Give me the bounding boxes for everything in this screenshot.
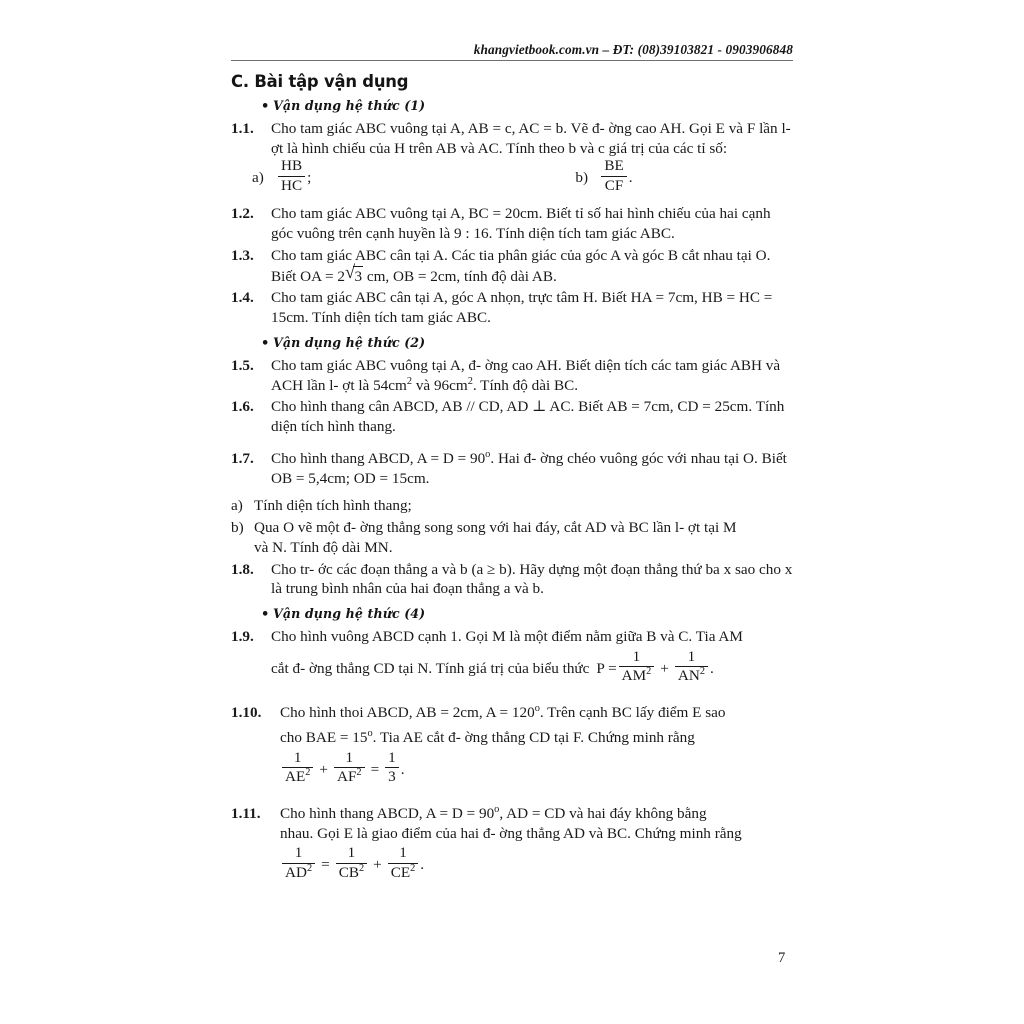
header-rule [231, 60, 793, 61]
subsection-label-2: Vận dụng hệ thức (2) [273, 334, 426, 350]
operator-equals: = [370, 761, 380, 779]
bullet-icon: • [261, 607, 270, 623]
formula-lhs: P = [596, 659, 617, 677]
option-a-punct: ; [307, 169, 312, 187]
exponent: 2 [306, 862, 313, 874]
subsection-heading-1 [261, 98, 793, 114]
operator-equals: = [321, 856, 330, 874]
problem-line: nhau. Gọi E là giao điểm của hai đ- ờng thẳng AD và BC. Chứng minh rằng [280, 824, 742, 842]
degree-exponent: o [367, 728, 373, 740]
fraction-denominator [282, 864, 315, 881]
denominator-base: CB [338, 863, 359, 881]
fraction-1-over-ad2 [282, 845, 315, 881]
fraction-numerator: BE [601, 158, 626, 176]
option-b-label: b) [575, 169, 588, 187]
denominator-base: AD [285, 863, 307, 881]
fraction-1-over-cb2 [336, 845, 367, 881]
problem-number: 1.7. [231, 449, 254, 467]
fraction-1-over-af2 [334, 750, 365, 786]
problem-number: 1.5. [231, 356, 254, 374]
fraction-numerator: 1 [388, 845, 419, 863]
bullet-icon: • [261, 335, 270, 351]
denominator-base: AM [621, 666, 647, 684]
problem-1-7-part-a [231, 496, 793, 516]
problem-1-10 [231, 703, 793, 788]
exponent: 2 [358, 862, 365, 874]
formula-punct: . [400, 761, 405, 779]
problem-body [271, 246, 793, 287]
problem-line: Cho tam giác ABC vuông tại A, đ- ờng cao AH. Biết diện tích các tam giác [271, 356, 727, 374]
spacer [231, 439, 793, 449]
problem-number: 1.2. [231, 205, 254, 223]
problem-line: cạnh góc vuông trên cạnh huyền là 9 : 16. Tính diện tích tam giác ABC. [271, 205, 771, 243]
subsection-heading-2 [261, 335, 793, 351]
problem-1-6 [231, 397, 793, 437]
exponent: 2 [406, 375, 413, 387]
problem-text: . Tia AE cắt đ- ờng thẳng CD tại F. Chứng minh rằng [372, 729, 695, 747]
problem-body [280, 804, 793, 883]
problem-1-3 [231, 246, 793, 287]
problem-1-11 [231, 804, 793, 883]
square-root-expression [344, 262, 363, 287]
exponent: 2 [305, 767, 311, 779]
problem-1-9 [231, 627, 793, 687]
exponent: 2 [410, 862, 416, 874]
problem-number: 1.10. [231, 703, 262, 721]
problem-line [280, 728, 793, 748]
exponent: 2 [467, 375, 473, 387]
fraction-numerator: HB [278, 158, 305, 176]
subsection-label-4: Vận dụng hệ thức (4) [273, 606, 426, 622]
problem-line: Cho tr- ớc các đoạn thẳng a và b (a ≥ b). Hãy dựng một đoạn thẳng thứ ba x [271, 560, 732, 578]
problem-number: 1.1. [231, 120, 254, 137]
exponent: 2 [356, 767, 362, 779]
problem-1-7 [231, 449, 793, 489]
fraction-denominator [388, 864, 419, 881]
problem-text: . Tính độ dài BC. [472, 376, 579, 394]
problem-text: , AD = CD và hai đáy không bằng [499, 804, 707, 822]
degree-exponent: o [494, 803, 500, 815]
problem-body [271, 356, 793, 396]
exponent: 2 [646, 665, 652, 677]
page-number: 7 [778, 950, 786, 966]
formula-row [280, 748, 793, 788]
fraction-numerator: 1 [334, 750, 365, 768]
degree-exponent: o [485, 448, 491, 460]
fraction-denominator: HC [281, 176, 303, 194]
fraction-numerator: 1 [675, 649, 708, 667]
section-heading: C. Bài tập vận dụng [231, 72, 409, 91]
problem-line [280, 805, 707, 822]
part-label-a: a) [231, 497, 243, 515]
part-line: Qua O vẽ một đ- ờng thẳng song song với hai đáy, cắt AD và BC lần l- ợt tại M [254, 519, 737, 537]
problem-line: Cho tam giác ABC vuông tại A, AB = c, AC = b. Vẽ đ- ờng cao AH. Gọi E và [271, 120, 744, 137]
problem-text: Cho hình thang ABCD, A = D = 90 [280, 804, 495, 822]
fraction-hb-hc [278, 158, 305, 194]
operator-plus: + [319, 761, 328, 779]
fraction-1-over-ce2 [388, 845, 419, 881]
fraction-denominator [336, 864, 367, 881]
problem-text-post: cm, OB = 2cm, tính độ dài AB. [366, 267, 557, 285]
fraction-numerator: 1 [385, 750, 399, 768]
fraction-1-over-3 [385, 750, 399, 786]
problem-1-8 [231, 560, 793, 600]
fraction-denominator [334, 768, 365, 785]
fraction-denominator [619, 667, 655, 684]
problem-text: cắt đ- ờng thẳng CD tại N. Tính giá trị của biểu thức [271, 659, 590, 677]
running-header: khangvietbook.com.vn – ĐT: (08)39103821 - 0903906848 [473, 42, 793, 57]
degree-exponent: o [534, 702, 540, 714]
problem-text: . Hai đ- ờng chéo vuông góc với nhau tại [490, 449, 740, 467]
problem-1-5 [231, 356, 793, 396]
problem-line-with-formula [271, 647, 793, 687]
fraction-1-over-am2 [619, 649, 655, 685]
part-text: Tính diện tích hình thang; [254, 497, 412, 515]
fraction-denominator [282, 768, 313, 785]
fraction-denominator: 3 [388, 768, 396, 786]
problem-1-4 [231, 288, 793, 328]
problem-text-pre: tại O. Biết OA = 2 [271, 246, 771, 285]
problem-line: Cho hình thang cân ABCD, AB // CD, AD ⊥ AC. Biết AB = 7cm, CD = 25cm. [271, 398, 753, 416]
spacer [231, 689, 793, 703]
problem-body [271, 288, 793, 328]
problem-number: 1.9. [231, 628, 254, 646]
problem-line: Cho hình vuông ABCD cạnh 1. Gọi M là một điểm nằm giữa B và C. Tia AM [271, 628, 743, 646]
problem-text: Cho hình thoi ABCD, AB = 2cm, A = 120 [280, 703, 535, 721]
problem-line: sao cho x là trung bình nhân của hai đoạn thẳng a và b. [271, 560, 793, 598]
radical-icon: √ [344, 262, 356, 284]
problem-1-1 [231, 119, 793, 159]
page-content [231, 42, 793, 885]
operator-plus: + [373, 856, 382, 874]
denominator-base: AE [285, 768, 306, 786]
fraction-numerator: 1 [336, 845, 367, 863]
fraction-numerator: 1 [282, 750, 313, 768]
part-label-b: b) [231, 519, 244, 537]
problem-body [271, 560, 793, 600]
option-a-label: a) [252, 169, 264, 187]
formula-punct: . [420, 856, 425, 874]
bullet-icon: • [261, 99, 270, 114]
problem-number: 1.3. [231, 246, 254, 264]
radicand: 3 [354, 267, 363, 285]
problem-number: 1.4. [231, 289, 254, 307]
fraction-1-over-an2 [675, 649, 708, 685]
problem-1-2 [231, 204, 793, 244]
problem-line [271, 450, 739, 467]
denominator-base: CE [390, 863, 411, 881]
fraction-denominator: CF [604, 176, 624, 194]
problem-number: 1.11. [231, 804, 261, 822]
spacer [231, 790, 793, 804]
fraction-be-cf [601, 158, 626, 194]
problem-text: ABH và ACH lần l- ợt là 54cm [271, 356, 781, 394]
problem-line: O. Biết OB = 5,4cm; OD = 15cm. [271, 449, 787, 487]
exponent: 2 [699, 665, 705, 677]
problem-1-7-part-b [231, 518, 793, 558]
problem-body [280, 703, 793, 788]
problem-line: Cho tam giác ABC cân tại A. Các tia phân giác của góc A và góc B cắt nhau [271, 246, 733, 264]
problem-body [271, 119, 793, 159]
problem-body [271, 449, 793, 489]
problem-text: . Trên cạnh BC lấy điểm E sao [539, 703, 726, 721]
problem-text: và 96cm [412, 376, 468, 394]
part-line: và N. Tính độ dài MN. [254, 538, 393, 556]
operator-plus: + [660, 659, 669, 677]
fraction-1-over-ae2 [282, 750, 313, 786]
problem-body [271, 627, 793, 687]
formula-row [280, 844, 793, 883]
problem-number: 1.6. [231, 398, 254, 416]
problem-text: cho BAE = 15 [280, 729, 368, 747]
subsection-heading-4 [261, 606, 793, 622]
problem-line: Cho tam giác ABC vuông tại A, BC = 20cm. Biết tỉ số hai hình chiếu của hai [271, 205, 739, 223]
problem-line [280, 704, 725, 721]
subsection-label-1: Vận dụng hệ thức (1) [273, 98, 426, 113]
problem-line: HC = 15cm. Tính diện tích tam giác ABC. [271, 289, 773, 327]
problem-line: F lần l- ợt là hình chiếu của H trên AB và AC. Tính theo b và c giá trị của các tỉ số: [271, 120, 791, 157]
fraction-numerator: 1 [619, 649, 655, 667]
denominator-base: AN [677, 666, 700, 684]
problem-line: Cho tam giác ABC cân tại A, góc A nhọn, trực tâm H. Biết HA = 7cm, HB = [271, 289, 736, 307]
problem-body [271, 397, 793, 437]
formula-punct: . [709, 659, 714, 677]
option-b-punct: . [628, 169, 633, 187]
denominator-base: AF [337, 768, 357, 786]
problem-line: Tính diện tích hình thang. [271, 398, 785, 436]
fraction-denominator [675, 667, 708, 684]
problem-text: Cho hình thang ABCD, A = D = 90 [271, 449, 486, 467]
part-text [254, 518, 793, 558]
fraction-numerator: 1 [282, 845, 315, 863]
problem-body [271, 204, 793, 244]
problem-1-1-options [231, 157, 793, 197]
problem-number: 1.8. [231, 560, 254, 578]
